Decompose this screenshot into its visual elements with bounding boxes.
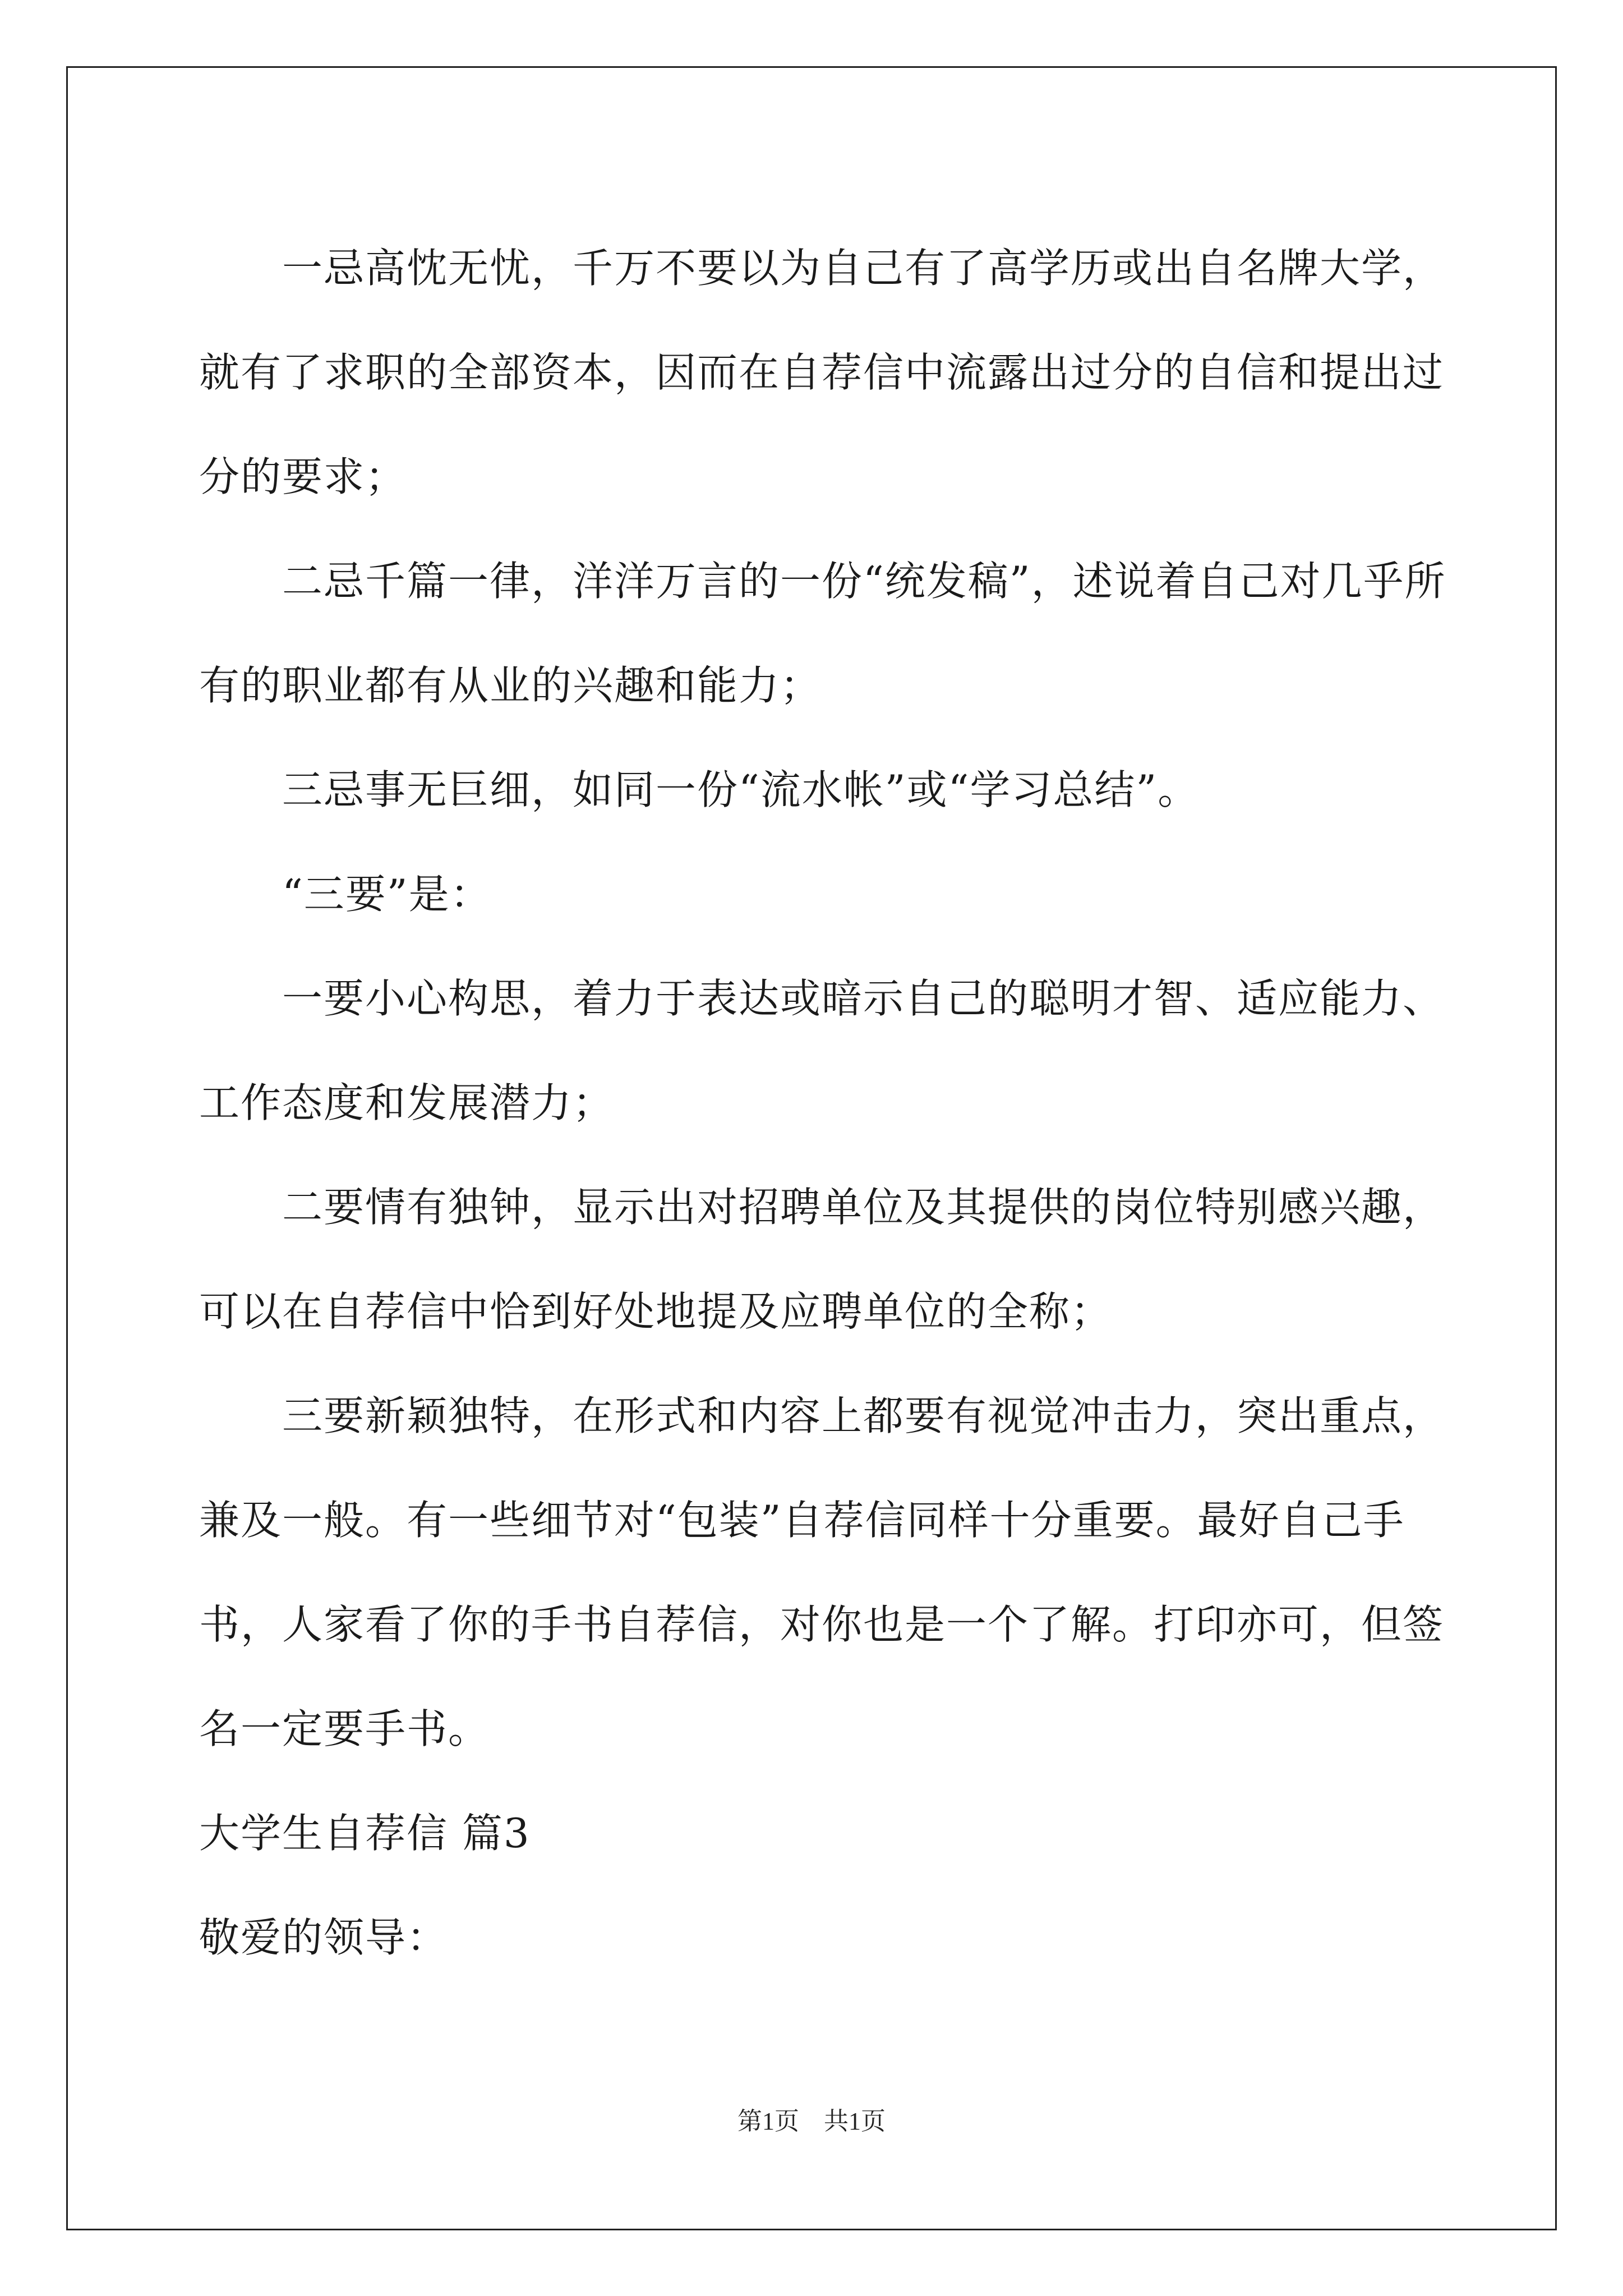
paragraph-line: 兼及一般。有一些细节对“包装”自荐信同样十分重要。最好自己手: [199, 1497, 1405, 1544]
paragraph-line: 可以在自荐信中恰到好处地提及应聘单位的全称；: [199, 1288, 1113, 1335]
paragraph-line: 名一定要手书。: [199, 1705, 490, 1752]
letter-salutation: 敬爱的领导：: [199, 1914, 449, 1961]
paragraph-line: 三要新颖独特，在形式和内容上都要有视觉冲击力，突出重点，: [282, 1392, 1445, 1439]
paragraph-line: 有的职业都有从业的兴趣和能力；: [199, 662, 822, 709]
page-footer: 第1页 共1页: [737, 2108, 886, 2135]
paragraph-line: 工作态度和发展潜力；: [199, 1079, 615, 1126]
paragraph-line: 就有了求职的全部资本，因而在自荐信中流露出过分的自信和提出过: [199, 349, 1445, 396]
paragraph-line: 一忌高忱无忧，千万不要以为自己有了高学历或出自名牌大学，: [282, 245, 1445, 292]
paragraph-line: 二要情有独钟，显示出对招聘单位及其提供的岗位特别感兴趣，: [282, 1184, 1445, 1231]
paragraph-line: 一要小心构思，着力于表达或暗示自己的聪明才智、适应能力、: [282, 975, 1445, 1022]
paragraph-line: 三忌事无巨细，如同一份“流水帐”或“学习总结”。: [282, 766, 1200, 813]
paragraph-line: “三要”是：: [282, 871, 492, 918]
paragraph-line: 分的要求；: [199, 453, 407, 500]
document-body: [199, 216, 1446, 1990]
paragraph-line: 书，人家看了你的手书自荐信，对你也是一个了解。打印亦可，但签: [199, 1601, 1445, 1648]
paragraph-line: 二忌千篇一律，洋洋万言的一份“统发稿”，述说着自己对几乎所: [282, 558, 1446, 605]
section-heading: 大学生自荐信 篇3: [199, 1810, 531, 1857]
